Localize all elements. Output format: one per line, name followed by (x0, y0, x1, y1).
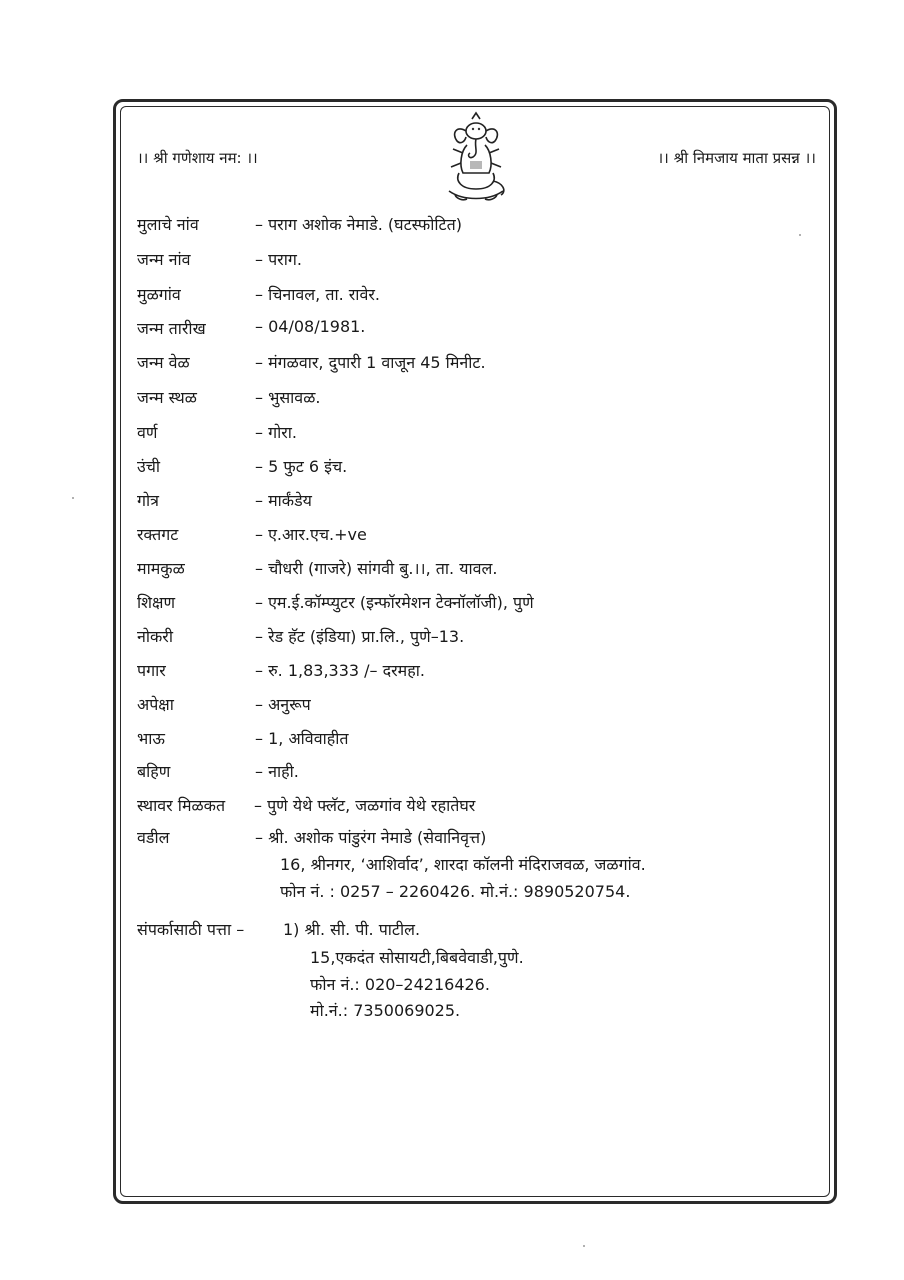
scan-speck (72, 497, 74, 499)
father-phone: फोन नं. : 0257 – 2260426. मो.नं.: 9890520754. (280, 882, 631, 901)
field-value: – गोरा. (255, 423, 298, 442)
scan-speck (583, 1245, 585, 1247)
field-label: बहिण (137, 762, 171, 781)
field-label: जन्म तारीख (137, 319, 206, 338)
field-label: गोत्र (137, 491, 159, 510)
scan-speck (799, 234, 801, 236)
field-value: – चौधरी (गाजरे) सांगवी बु.।।, ता. यावल. (255, 559, 498, 578)
field-label: शिक्षण (137, 593, 176, 612)
field-label: जन्म स्थळ (137, 388, 197, 407)
property-label: स्थावर मिळकत (137, 796, 226, 815)
field-label: अपेक्षा (137, 695, 174, 714)
field-label: जन्म वेळ (137, 353, 190, 372)
field-value: – मंगळवार, दुपारी 1 वाजून 45 मिनीट. (255, 353, 486, 372)
field-label: भाऊ (137, 729, 165, 748)
field-label: पगार (137, 661, 166, 680)
field-value: – पराग. (255, 250, 302, 269)
contact-address: 15,एकदंत सोसायटी,बिबवेवाडी,पुणे. (310, 948, 524, 967)
father-name: – श्री. अशोक पांडुरंग नेमाडे (सेवानिवृत्त) (255, 828, 487, 847)
field-label: उंची (137, 457, 161, 476)
field-value: – एम.ई.कॉम्प्युटर (इन्फॉरमेशन टेक्नॉलॉजी), पुणे (255, 593, 534, 612)
field-label: मुळगांव (137, 285, 181, 304)
field-label: मामकुळ (137, 559, 185, 578)
field-label: मुलाचे नांव (137, 215, 199, 234)
right-invocation: ।। श्री निमजाय माता प्रसन्न ।। (657, 149, 816, 167)
page-border-inner (120, 106, 830, 1197)
field-label: वर्ण (137, 423, 158, 442)
father-label: वडील (137, 828, 170, 847)
field-value: – भुसावळ. (255, 388, 321, 407)
contact-name: 1) श्री. सी. पी. पाटील. (283, 920, 421, 939)
field-value: – 1, अविवाहीत (255, 729, 349, 748)
field-value: – रेड हॅट (इंडिया) प्रा.लि., पुणे–13. (255, 627, 465, 646)
field-value: – 5 फुट 6 इंच. (255, 457, 348, 476)
property-value: – पुणे येथे फ्लॅट, जळगांव येथे रहातेघर (254, 796, 476, 815)
contact-phone: फोन नं.: 020–24216426. (310, 975, 490, 994)
contact-label: संपर्कासाठी पत्ता – (137, 920, 245, 939)
field-value: – ए.आर.एच.+ve (255, 525, 367, 544)
father-address: 16, श्रीनगर, ‘आशिर्वाद’, शारदा कॉलनी मंदिराजवळ, जळगांव. (280, 855, 646, 874)
field-value: – अनुरूप (255, 695, 311, 714)
field-value: – रु. 1,83,333 /– दरमहा. (255, 661, 425, 680)
field-value: – नाही. (255, 762, 299, 781)
field-label: रक्तगट (137, 525, 179, 544)
contact-mobile: मो.नं.: 7350069025. (310, 1001, 461, 1020)
left-invocation: ।। श्री गणेशाय नम: ।। (137, 149, 258, 167)
field-label: नोकरी (137, 627, 174, 646)
field-value: – पराग अशोक नेमाडे. (घटस्फोटित) (255, 215, 462, 234)
field-value: – मार्कंडेय (255, 491, 312, 510)
field-value: – 04/08/1981. (255, 317, 366, 336)
field-value: – चिनावल, ता. रावेर. (255, 285, 380, 304)
ganesha-icon (437, 111, 515, 203)
field-label: जन्म नांव (137, 250, 191, 269)
